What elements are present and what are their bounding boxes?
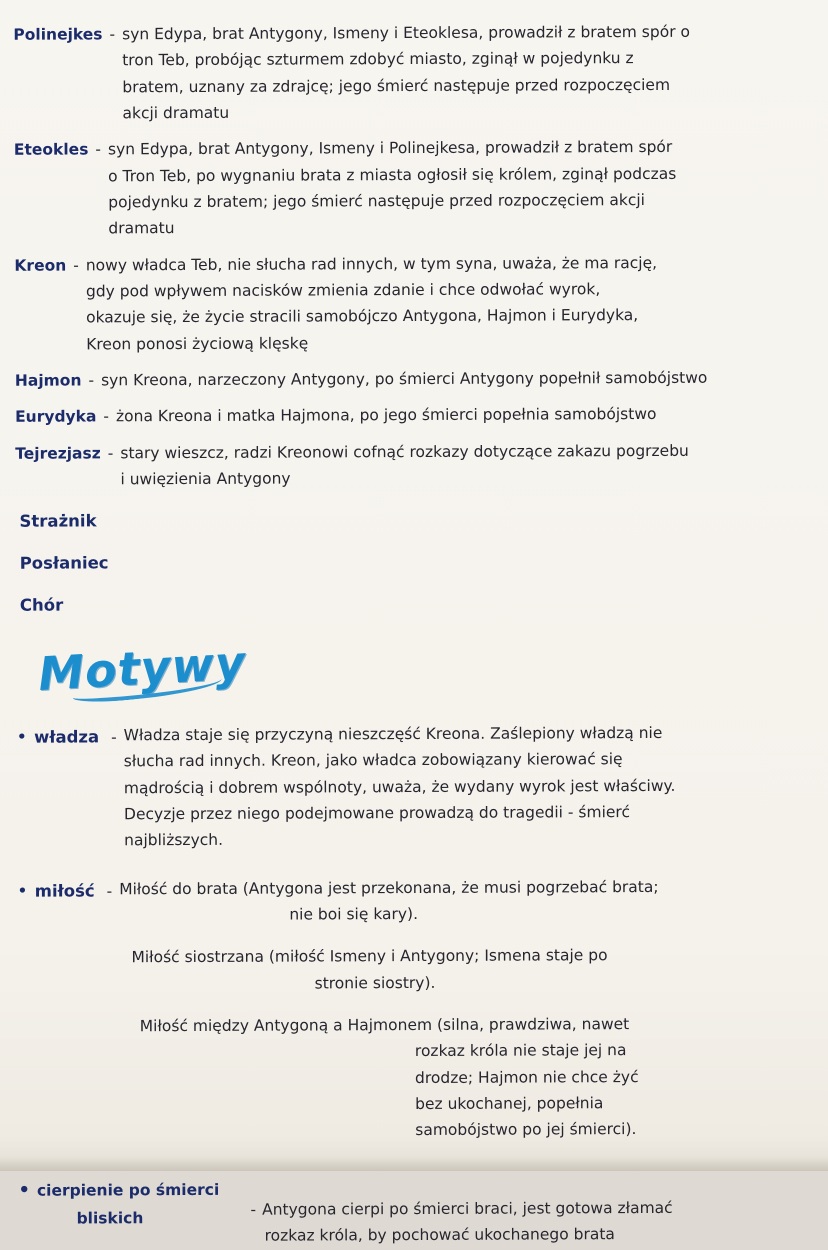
motif-text-line: rozkaz króla nie staje jej na [414,1041,627,1061]
character-name-poslaniec: Posłaniec [19,552,109,573]
motif-label-line: bliskich [76,1209,144,1228]
character-entry-polinejkes [13,18,811,127]
character-description: żona Kreona i matka Hajmona, po jego śmierci popełnia samobójstwo [115,405,657,426]
motif-label-cell [18,1175,250,1250]
motif-text [119,873,816,1145]
motif-cierpienie [18,1172,816,1250]
motif-wladza [16,719,815,854]
character-entry-eteokles [14,134,812,243]
motif-label-cell [17,876,120,1146]
motif-label: władza [34,727,100,747]
dash-separator: - [111,728,117,747]
character-name: Eurydyka [15,407,97,427]
character-name: Tejrezjasz [15,444,101,463]
character-name: Eteokles [13,140,89,160]
motif-text-line: stronie siostry). [314,973,436,993]
dash-separator: - [95,140,102,159]
character-entry-kreon [14,249,812,358]
dash-separator: - [88,371,95,390]
motif-text-line: drodze; Hajmon nie chce żyć [414,1067,639,1087]
character-name: Hajmon [14,371,82,390]
dash-separator: - [250,1200,257,1219]
character-entry-tejrezjasz [15,437,813,493]
character-description: syn Edypa, brat Antygony, Ismeny i Polinejkesa, prowadził z bratem spór o Tron Teb, po wygnaniu brata z miasta ogłosił się królem, zginął podczas pojedynku z bratem; jego śmierć następuje przed rozpoczęciem akcji dramatu [107,138,677,238]
character-name-straznik: Strażnik [19,510,97,531]
motif-text [124,719,815,854]
motif-text [250,1172,816,1249]
motif-text-line [250,1194,816,1223]
motif-text-line: słucha rad innych. Kreon, jako władca zobowiązany kierować się [123,750,623,771]
bullet-icon: • [16,726,28,748]
motif-label-cell [16,722,124,854]
character-description: nowy władca Teb, nie słucha rad innych, w tym syna, uważa, że ma rację, gdy pod wpływem nacisków zmienia zdanie i chce odwołać wyrok, okazuje się, że życie stracili samobójczo Antygona, Hajmon i Eurydyka, Kreon ponosi życiową klęskę [85,253,658,354]
motif-text-line: Miłość między Antygoną a Hajmonem (silna, prawdziwa, nawet [139,1015,630,1036]
character-description: syn Kreona, narzeczony Antygony, po śmierci Antygony popełnił samobójstwo [101,368,708,390]
motif-text-line: Miłość siostrzana (miłość Ismeny i Antygony; Ismena staje po [131,946,608,967]
bullet-icon: • [18,1179,30,1201]
motif-label-line [18,1175,250,1207]
motif-text-line: samobójstwo po jej śmierci). [415,1120,637,1140]
dash-separator: - [73,256,79,275]
character-description: stary wieszcz, radzi Kreonowi cofnąć rozkazy dotyczące zakazu pogrzebu i uwięzienia Antygony [120,441,689,489]
character-name-chor: Chór [19,595,64,615]
motif-text-line: bez ukochanej, popełnia [415,1094,604,1114]
character-entry-hajmon [15,364,813,394]
dash-separator: - [103,407,110,426]
section-heading-wrap [36,634,268,701]
character-entry-eurydyka [15,401,813,431]
motif-label: cierpienie po śmierci [36,1180,220,1200]
motif-milosc [17,873,816,1146]
dash-separator: - [106,882,113,901]
dash-separator: - [109,25,116,44]
character-description: syn Edypa, brat Antygony, Ismeny i Eteoklesa, prowadził z bratem spór o tron Teb, probójąc szturmem zdobyć miasto, zginął w pojedynku z bratem, uznany za zdrajcę; jego śmierć następuje przed rozpoczęciem akcji dramatu [122,22,691,123]
motif-text-line: Decyzje przez niego podejmowane prowadzą do tragedii - śmierć [123,803,630,824]
bullet-icon: • [17,880,28,902]
handwritten-sheet [13,18,816,1250]
section-heading: Motywy [36,634,248,701]
motif-text-line: Władza staje się przyczyną nieszczęść Kreona. Zaślepiony władzą nie [123,723,663,745]
character-name: Kreon [14,256,67,275]
motif-text-line: rozkaz króla, by pochować ukochanego brata [264,1225,615,1245]
dash-separator: - [107,444,114,463]
motif-text-line: mądrością i dobrem wspólnoty, uważa, że wydany wyrok jest właściwy. [123,776,676,797]
motif-text-line: Miłość do brata (Antygona jest przekonana, że musi pogrzebać brata; [119,877,659,898]
character-name: Polinejkes [13,25,103,44]
motif-text-content: Antygona cierpi po śmierci braci, jest gotowa złamać [262,1198,673,1219]
motif-label: miłość [34,881,95,901]
motif-text-line: najbliższych. [124,831,224,850]
motif-text-line: nie boi się kary). [289,905,419,924]
